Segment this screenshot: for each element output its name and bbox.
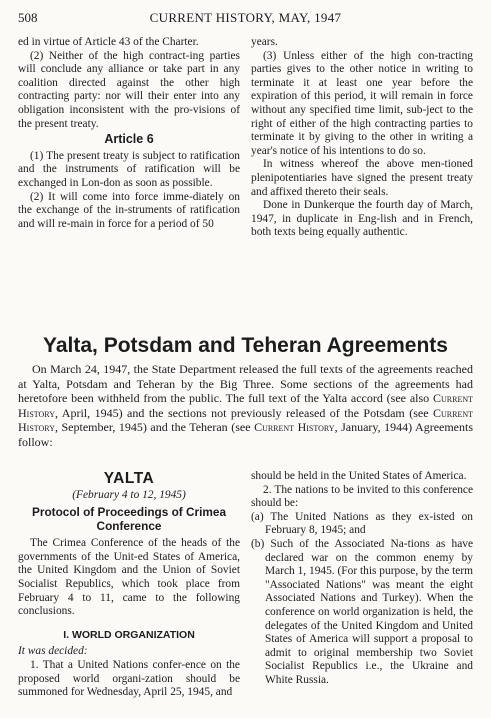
intro-text: , January, 1944) Agreements follow: [18, 420, 474, 449]
article-intro [18, 362, 473, 450]
paragraph: (2) It will come into force imme-diately on the exchange of the in-struments of ratification and will re-main in force for a period of 50 [18, 190, 240, 230]
list-item: (b) Such of the Associated Na-tions as have declared war on the common enemy by March 1, 1945. (For this purpose, by the term "Associated Nations" was meant the eight Associated Nations and Turkey). When the conference on world organization is held, the delegates of the United Kingdom and United States of America will support a proposal to admit to original membership two Soviet Socialist Republics i.e., the Ukraine and White Russia. [251, 537, 473, 686]
left-column-top [18, 36, 240, 231]
right-column-top [251, 36, 473, 240]
article-title: Yalta, Potsdam and Teheran Agreements [43, 334, 448, 357]
protocol-heading: Protocol of Proceedings of Crimea Conference [31, 505, 227, 534]
page-number: 508 [18, 10, 38, 25]
yalta-heading: YALTA [103, 470, 155, 487]
list-item: (a) The United Nations as they ex-isted on February 8, 1945; and [251, 510, 473, 537]
journal-name: Current History [18, 391, 473, 420]
paragraph: should be held in the United States of America. [251, 470, 467, 482]
journal-name: Current History [18, 405, 473, 435]
page-header [18, 10, 473, 26]
conference-dates: (February 4 to 12, 1945) [72, 488, 186, 501]
left-column-yalta [18, 470, 240, 700]
running-head: CURRENT HISTORY, MAY, 1947 [149, 10, 342, 25]
paragraph: Done in Dunkerque the fourth day of March, 1947, in duplicate in Eng-lish and in French, both texts being equally authentic. [251, 199, 473, 239]
journal-name: Current History [254, 420, 335, 435]
intro-text: , September, 1945) and the Teheran (see [54, 420, 255, 435]
paragraph: 2. The nations to be invited to this conference should be: [251, 483, 473, 510]
paragraph: years. [251, 36, 278, 48]
intro-text: , April, 1945) and the sections not previously released of the Potsdam (see [54, 405, 433, 420]
paragraph: (3) Unless either of the high con-tracting parties gives to the other notice in writing to terminate it at least one year before the expiration of this period, it will remain in force without any specified time limit, sub-ject to the right of either of the high contracting parties to terminate it by giving to the other in writing a year's notice of his intentions to do so. [251, 49, 473, 157]
paragraph: 1. That a United Nations confer-ence on the proposed world organi-zation should be summoned for Wednesday, April 25, 1945, and [18, 658, 240, 699]
paragraph: ed in virtue of Article 43 of the Charter. [18, 36, 199, 48]
article-6-heading: Article 6 [104, 132, 154, 147]
right-column-yalta [251, 470, 473, 688]
paragraph: (2) Neither of the high contract-ing parties will conclude any alliance or take part in any coalition directed against the other high contracting party: nor will their enter into any obligation inconsistent with the pro-visions of the present treaty. [18, 49, 240, 130]
section-heading: I. WORLD ORGANIZATION [63, 628, 195, 641]
intro-text: On March 24, 1947, the State Department released the full texts of the agreements reached at Yalta, Potsdam and Teheran by the Big Three. Some sections of the agreements had heretofore been withheld from the public. The full text of the Yalta accord (see also [18, 362, 473, 406]
paragraph: (1) The present treaty is subject to ratification and the instruments of ratification will be exchanged in Lon-don as soon as possible. [18, 149, 240, 189]
paragraph: The Crimea Conference of the heads of the governments of the Unit-ed States of America, the United Kingdom and the Union of Soviet Socialist Republics, which took place from February 4 to 11, came to the following conclusions. [18, 537, 240, 618]
paragraph: In witness whereof the above men-tioned plenipotentiaries have signed the present treaty and affixed thereto their seals. [251, 158, 473, 198]
decided-label: It was decided: [18, 645, 88, 658]
